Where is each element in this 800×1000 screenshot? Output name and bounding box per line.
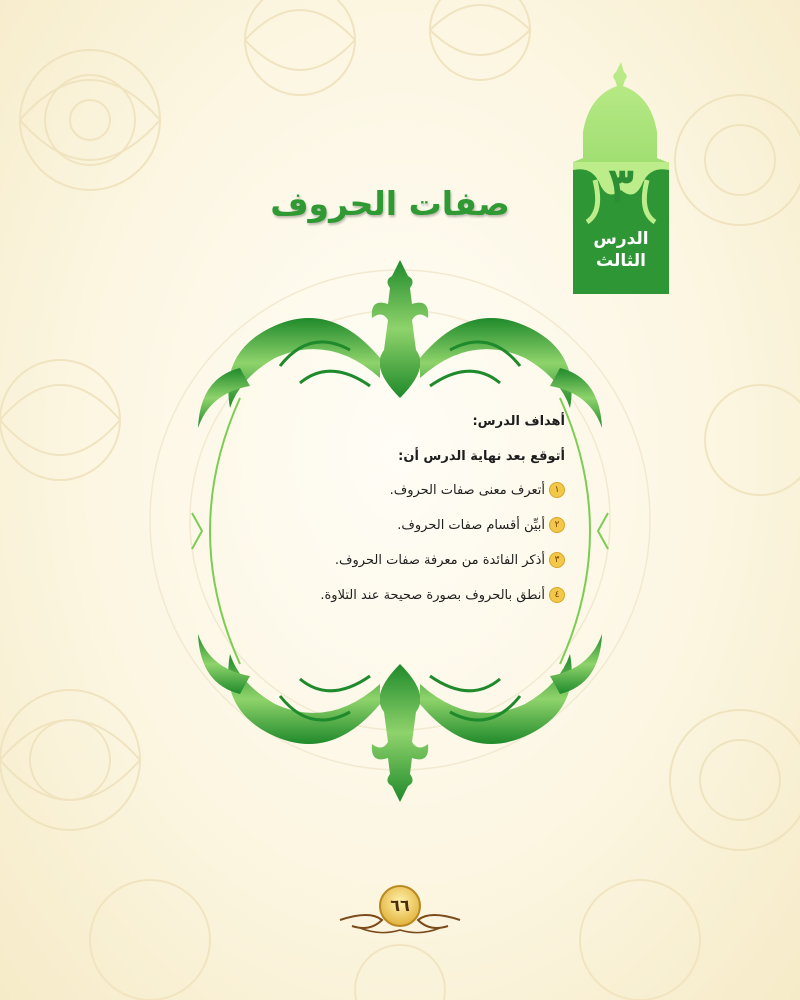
- lesson-objectives: [240, 414, 565, 622]
- lesson-label-line1: الدرس: [593, 229, 649, 249]
- objective-text: أبيِّن أقسام صفات الحروف.: [397, 517, 545, 533]
- objective-item: [240, 552, 565, 568]
- objective-number-badge: ٣: [549, 552, 565, 568]
- page-footer: [330, 880, 470, 940]
- objectives-intro: أتوقع بعد نهاية الدرس أن:: [398, 449, 565, 464]
- objective-item: [240, 517, 565, 533]
- lesson-title: صفات الحروف: [270, 184, 510, 223]
- objective-text: أتعرف معنى صفات الحروف.: [389, 482, 545, 498]
- objective-item: [240, 482, 565, 498]
- lesson-number: ٣: [608, 158, 634, 214]
- lesson-label-line2: الثالث: [596, 251, 646, 271]
- objective-text: أنطق بالحروف بصورة صحيحة عند التلاوة.: [320, 587, 545, 603]
- page-number: ٦٦: [390, 896, 410, 915]
- objective-number-badge: ٤: [549, 587, 565, 603]
- objective-item: [240, 587, 565, 603]
- objective-number-badge: ٢: [549, 517, 565, 533]
- objective-text: أذكر الفائدة من معرفة صفات الحروف.: [334, 552, 545, 568]
- objective-number-badge: ١: [549, 482, 565, 498]
- objectives-heading: أهداف الدرس:: [472, 414, 565, 429]
